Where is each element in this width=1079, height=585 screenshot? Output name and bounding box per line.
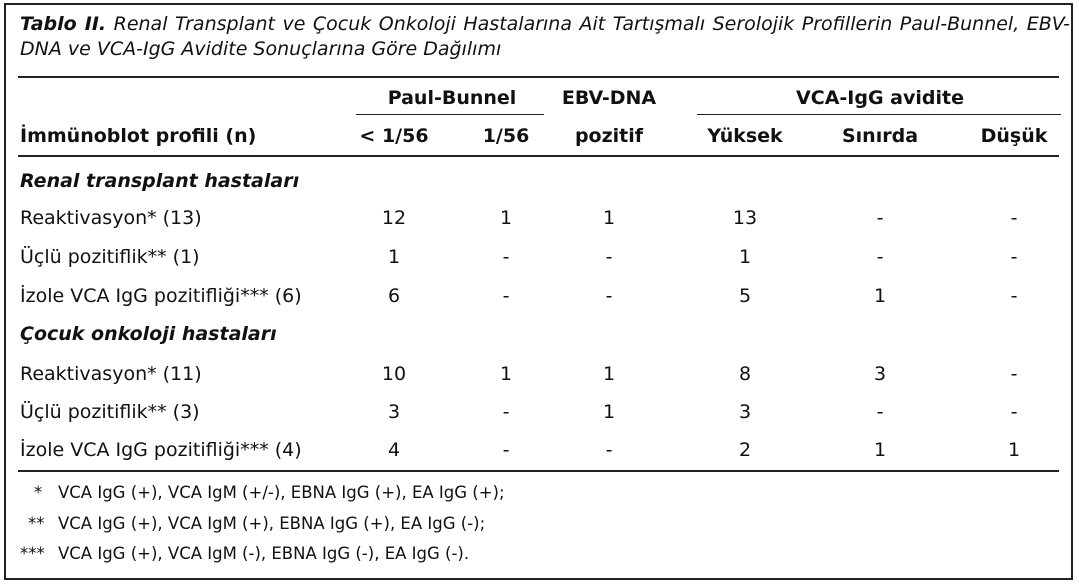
column-header-border: Sınırda	[841, 125, 919, 147]
footnote-mark: *	[34, 483, 43, 502]
cell-ebv: -	[605, 439, 613, 461]
cell-border: -	[876, 401, 884, 423]
row-label: Reaktivasyon* (13)	[20, 207, 202, 229]
cell-ebv: -	[605, 285, 613, 307]
cell-ebv: 1	[602, 363, 616, 385]
section-title-renal: Renal transplant hastaları	[20, 170, 300, 192]
row-label: İzole VCA IgG pozitifliği*** (6)	[20, 285, 302, 307]
group-header-vca-avidite: VCA-IgG avidite	[796, 87, 964, 109]
column-header-pb-lt: < 1/56	[359, 125, 429, 147]
table-caption	[20, 12, 1070, 62]
cell-low: -	[1010, 363, 1018, 385]
cell-high: 5	[738, 285, 752, 307]
cell-border: -	[876, 207, 884, 229]
cell-pb-eq: -	[502, 285, 510, 307]
cell-pb-eq: 1	[499, 207, 513, 229]
table-bottom-rule	[18, 470, 1059, 472]
row-label: Üçlü pozitiflik** (3)	[20, 401, 200, 423]
group-header-paul-bunnel: Paul-Bunnel	[387, 87, 517, 109]
cell-low: -	[1010, 401, 1018, 423]
row-label: Üçlü pozitiflik** (1)	[20, 246, 200, 268]
column-header-pb-eq: 1/56	[482, 125, 530, 147]
header-bottom-rule	[18, 155, 1059, 157]
footnote-text: VCA IgG (+), VCA IgM (-), EBNA IgG (-), EA IgG (-).	[58, 544, 470, 563]
cell-border: 1	[873, 439, 887, 461]
cell-low: -	[1010, 246, 1018, 268]
cell-border: 3	[873, 363, 887, 385]
cell-border: -	[876, 246, 884, 268]
top-rule	[18, 76, 1059, 78]
cell-high: 3	[738, 401, 752, 423]
cell-high: 8	[738, 363, 752, 385]
cell-high: 2	[738, 439, 752, 461]
cell-ebv: 1	[602, 207, 616, 229]
cell-pb-lt: 4	[387, 439, 401, 461]
column-header-profile: İmmünoblot profili (n)	[20, 125, 257, 147]
group-header-ebv-dna: EBV-DNA	[561, 87, 657, 109]
cell-pb-lt: 6	[387, 285, 401, 307]
cell-pb-lt: 10	[381, 363, 407, 385]
vca-avidite-subrule	[697, 114, 1061, 115]
cell-low: -	[1010, 207, 1018, 229]
paul-bunnel-subrule	[356, 114, 544, 115]
cell-pb-eq: -	[502, 246, 510, 268]
cell-pb-eq: -	[502, 401, 510, 423]
cell-ebv: -	[605, 246, 613, 268]
footnote-mark: **	[28, 514, 45, 533]
caption-label: Tablo II.	[20, 13, 107, 35]
column-header-high: Yüksek	[707, 125, 783, 147]
cell-pb-lt: 12	[381, 207, 407, 229]
column-header-low: Düşük	[980, 125, 1048, 147]
footnote-text: VCA IgG (+), VCA IgM (+/-), EBNA IgG (+), EA IgG (+);	[58, 483, 505, 502]
row-label: Reaktivasyon* (11)	[20, 363, 202, 385]
column-header-ebv-pos: pozitif	[574, 125, 644, 147]
cell-high: 1	[738, 246, 752, 268]
footnote-mark: ***	[20, 544, 45, 563]
cell-pb-lt: 1	[387, 246, 401, 268]
footnote-text: VCA IgG (+), VCA IgM (+), EBNA IgG (+), EA IgG (-);	[58, 514, 486, 533]
row-label: İzole VCA IgG pozitifliği*** (4)	[20, 439, 302, 461]
cell-pb-eq: 1	[499, 363, 513, 385]
cell-low: 1	[1007, 439, 1021, 461]
cell-ebv: 1	[602, 401, 616, 423]
cell-high: 13	[732, 207, 758, 229]
cell-low: -	[1010, 285, 1018, 307]
caption-text: Renal Transplant ve Çocuk Onkoloji Hastalarına Ait Tartışmalı Serolojik Profillerin Paul-Bunnel, EBV-DNA ve VCA-IgG Avidite Sonuçlarına Göre Dağılımı	[20, 13, 1070, 60]
cell-pb-eq: -	[502, 439, 510, 461]
cell-border: 1	[873, 285, 887, 307]
section-title-oncology: Çocuk onkoloji hastaları	[20, 323, 277, 345]
cell-pb-lt: 3	[387, 401, 401, 423]
